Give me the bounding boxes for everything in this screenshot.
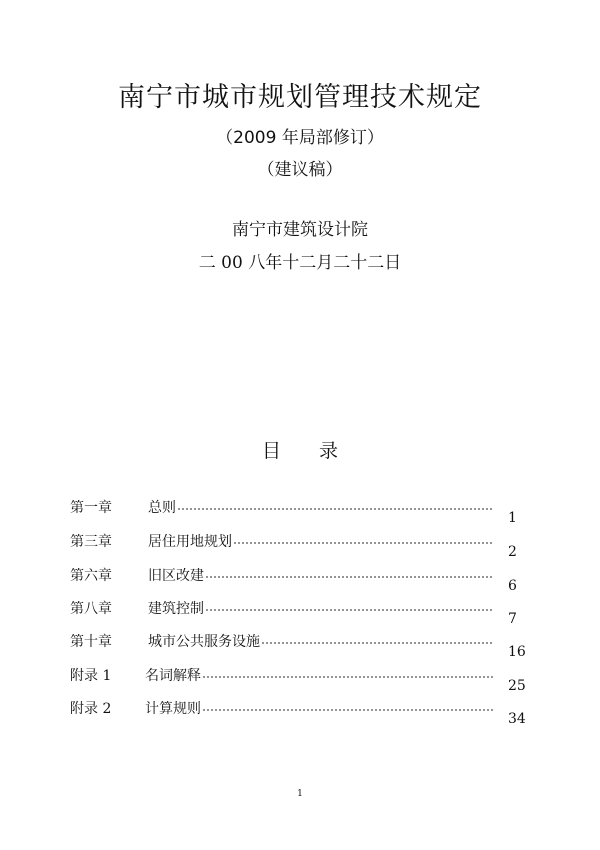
toc-title: 计算规则	[145, 701, 201, 717]
toc-dot-leader	[177, 505, 494, 513]
document-title: 南宁市城市规划管理技术规定	[118, 82, 482, 113]
toc-title: 旧区改建	[148, 568, 204, 584]
toc-title: 城市公共服务设施	[148, 634, 260, 650]
toc-row	[0, 498, 600, 526]
toc-entry	[148, 599, 494, 619]
toc-entry	[148, 532, 494, 552]
toc-title: 居住用地规划	[148, 534, 232, 550]
toc-row	[0, 566, 600, 594]
toc-row	[0, 532, 600, 560]
toc-entry	[148, 566, 494, 586]
toc-page-number: 1	[508, 510, 517, 526]
toc-chapter: 附录 2	[70, 701, 112, 717]
toc-dot-leader	[202, 673, 494, 681]
document-subtitle: （2009 年局部修订）	[216, 128, 384, 148]
toc-page-number: 6	[508, 578, 517, 594]
toc-dot-leader	[261, 639, 494, 647]
toc-row	[0, 666, 600, 694]
toc-dot-leader	[202, 706, 494, 714]
toc-chapter: 第六章	[70, 568, 112, 584]
toc-chapter: 第八章	[70, 601, 112, 617]
toc-page-number: 25	[508, 678, 526, 694]
toc-title: 总则	[148, 500, 176, 516]
toc-row	[0, 699, 600, 727]
toc-page-number: 34	[508, 711, 526, 727]
toc-dot-leader	[205, 606, 494, 614]
toc-entry	[145, 699, 494, 719]
toc-page-number: 16	[508, 644, 526, 660]
toc-title: 建筑控制	[148, 601, 204, 617]
toc-dot-leader	[205, 573, 494, 581]
toc-row	[0, 632, 600, 660]
toc-dot-leader	[233, 539, 494, 547]
page-number: 1	[297, 789, 303, 799]
toc-chapter: 附录 1	[70, 668, 112, 684]
toc-heading: 目录	[261, 440, 376, 462]
toc-entry	[148, 632, 494, 652]
toc-entry	[145, 666, 494, 686]
toc-title: 名词解释	[145, 668, 201, 684]
toc-chapter: 第三章	[70, 534, 112, 550]
draft-label: （建议稿）	[257, 160, 343, 180]
toc-chapter: 第十章	[70, 634, 112, 650]
document-date: 二 00 八年十二月二十二日	[198, 253, 402, 273]
toc-page-number: 2	[508, 544, 517, 560]
organization-name: 南宁市建筑设计院	[232, 220, 368, 240]
toc-page-number: 7	[508, 611, 517, 627]
toc-entry	[148, 498, 494, 518]
toc-chapter: 第一章	[70, 500, 112, 516]
toc-row	[0, 599, 600, 627]
